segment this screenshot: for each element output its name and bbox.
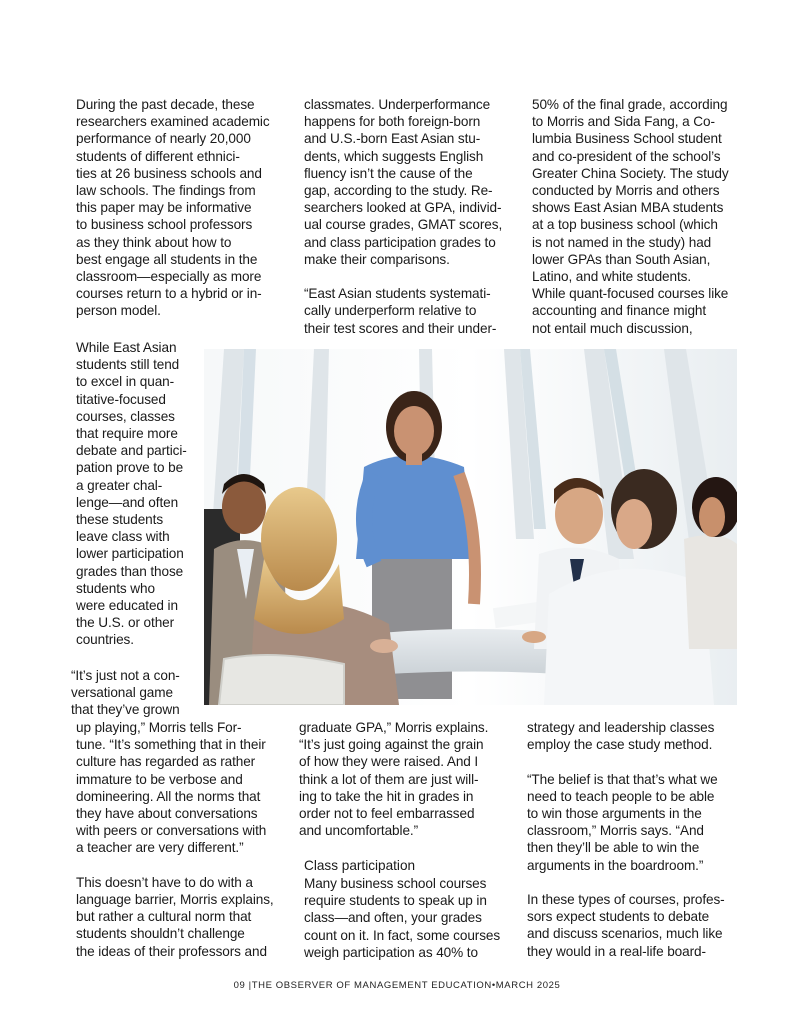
col1-wrap-paragraph: While East Asian students still tend to excel in quan- titative-focused courses, classes that require more debate and partici- pation prove to be a greater chal- lenge—and often these students leave class with lower participation grades than those students who were educated in the U.S. or other countries. xyxy=(76,340,187,648)
footer-separator: | xyxy=(248,980,252,991)
col3-bottom-paragraph: strategy and leadership classes employ the case study method. “The belief is that that’s what we need to teach people to be able to win those arguments in the classroom,” Morris says. “And then they’ll be able to win the arguments in the boardroom.” In these types of courses, profes- sors expect students to debate and discuss scenarios, much like they would in a real-life board- xyxy=(527,720,725,959)
classroom-meeting-photo xyxy=(204,349,737,705)
col2-top-paragraph: classmates. Underperformance happens for both foreign-born and U.S.-born East Asian stu- dents, which suggests English fluency isn’t the cause of the gap, according to the study. Re- searchers looked at GPA, individ- ual course grades, GMAT scores, and class participation grades to make their comparisons. “East Asian students systemati- cally underperform relative to their test scores and their under- xyxy=(304,97,503,336)
col2-after-heading-paragraph: Many business school courses require students to speak up in class—and often, your grades count on it. In fact, some courses weigh participation as 40% to xyxy=(304,876,501,960)
col3-top-paragraph: 50% of the final grade, according to Morris and Sida Fang, a Co- lumbia Business School student and co-president of the school’s Greater China Society. The study conducted by Morris and others shows East Asian MBA students at a top business school (which is not named in the study) had lower GPAs than South Asian, Latino, and white students. While quant-focused courses like accounting and finance might not entail much discussion, xyxy=(532,97,729,336)
col2-bottom-paragraph: graduate GPA,” Morris explains. “It’s just going against the grain of how they were raised. And I think a lot of them are just will- ing to take the hit in grades in order not to feel embarrassed and uncomfortable.” xyxy=(299,720,489,839)
col1-bottom-paragraph: up playing,” Morris tells For- tune. “It’s something that in their culture has regarded as rather immature to be verbose and domineering. All the norms that they have about conversations with peers or conversations with a teacher are very different.” This doesn’t have to do with a language barrier, Morris explains, but rather a cultural norm that students shouldn’t challenge the ideas of their professors and xyxy=(76,720,274,959)
col1-quote-wrap: “It’s just not a con- versational game that they’ve grown xyxy=(71,668,180,718)
page-footer xyxy=(0,980,794,991)
col1-top-paragraph: During the past decade, these researchers examined academic performance of nearly 20,000 students of different ethnici- ties at 26 business schools and law schools. The findings from this paper may be informative to business school professors as they think about how to best engage all students in the classroom—especially as more courses return to a hybrid or in- person model. xyxy=(76,97,270,319)
publication-name: THE OBSERVER OF MANAGEMENT EDUCATION xyxy=(251,980,492,991)
issue-date: MARCH 2025 xyxy=(495,980,561,991)
footer-bullet: • xyxy=(491,980,496,991)
page-number: 09 xyxy=(233,980,246,991)
section-heading-class-participation: Class participation xyxy=(304,858,416,873)
